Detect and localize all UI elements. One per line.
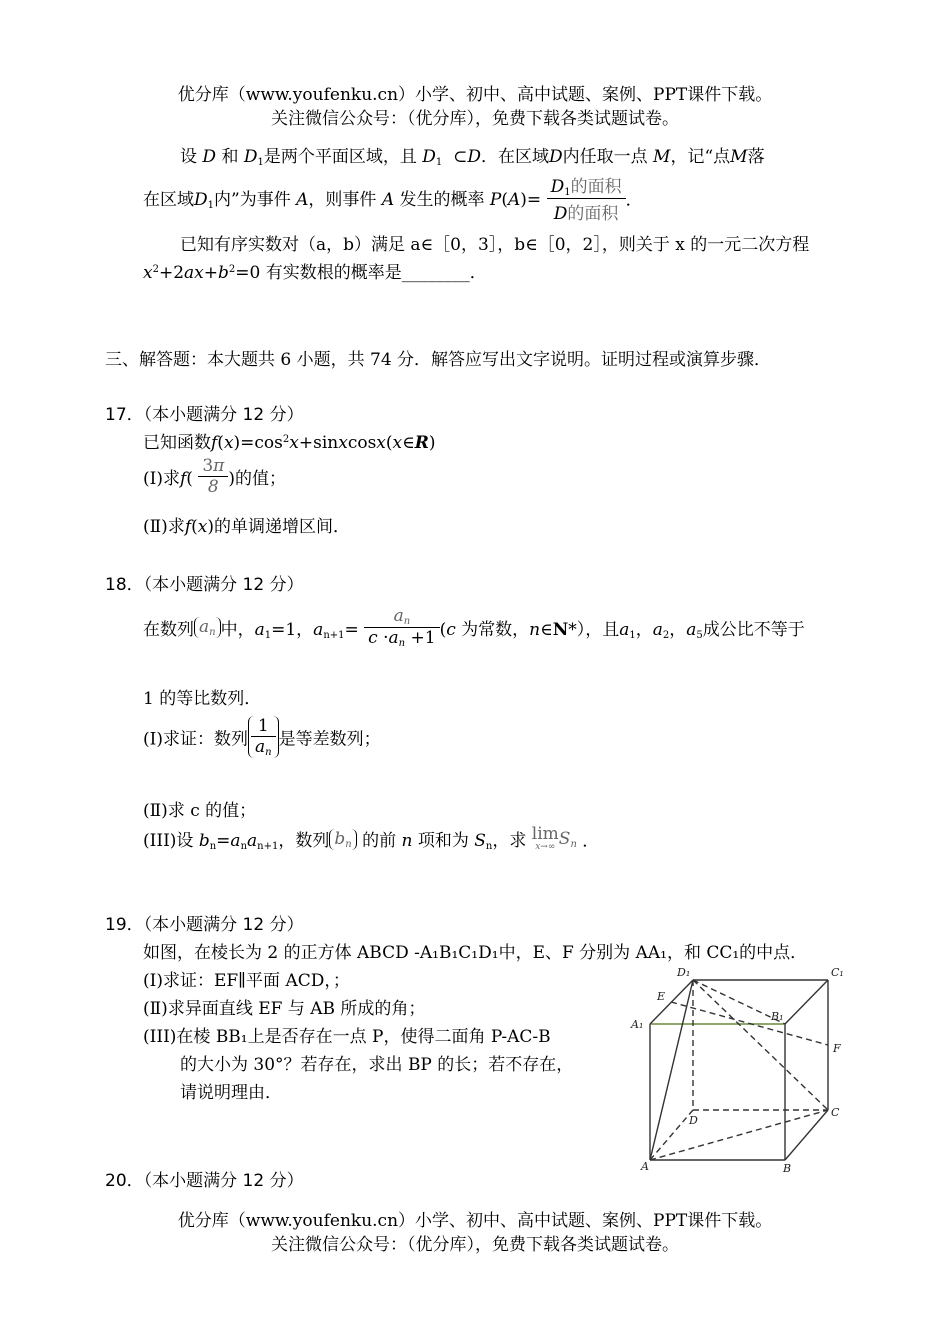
label-C: C bbox=[831, 1106, 840, 1119]
q19-heading: 19．（本小题满分 12 分） bbox=[105, 915, 304, 935]
q18-recurrence-fraction: $\frac{a_n}{c \cdot a_n +1}$ bbox=[364, 606, 439, 649]
q16-question-line-2: $x^2+2ax+b^2=0$ 有实数根的概率是________． bbox=[143, 263, 487, 283]
label-F: F bbox=[833, 1042, 841, 1055]
q19-part-3-line-2: 的大小为 30°？若存在，求出 BP 的长；若不存在， bbox=[180, 1055, 574, 1075]
q18-part-1: (I)求证：数列 $\frac{1}{a_n}$ 是等差数列； bbox=[143, 716, 381, 758]
q17-intro: 已知函数$f(x)=\cos^2x+sinxcosx(x\in R)$ bbox=[143, 433, 436, 453]
label-D1: D₁ bbox=[677, 966, 691, 979]
header-line-1: 优分库（www.youfenku.cn）小学、初中、高中试题、案例、PPT课件下载。 bbox=[177, 85, 773, 105]
q16-line-2: 在区域$D_1$内”为事件 A，则事件 A 发生的概率 P(A)= $\frac{D_1的面积}{\text{D的面积}}$ ． bbox=[143, 172, 643, 228]
edge-B1C1 bbox=[785, 980, 828, 1024]
q19-intro: 如图，在棱长为 2 的正方体 ABCD -A₁B₁C₁D₁中，E、F 分别为 AA₁，和 CC₁的中点． bbox=[143, 943, 808, 963]
cube-figure bbox=[625, 960, 855, 1175]
edge-BC bbox=[785, 1110, 828, 1160]
q18-line-2: 1 的等比数列． bbox=[143, 689, 262, 709]
q20-heading: 20．（本小题满分 12 分） bbox=[105, 1171, 304, 1191]
q19-part-3-line-3: 请说明理由． bbox=[180, 1083, 282, 1103]
q16-line-1: 设 D 和 $D_1$是两个平面区域，且 $D_1$ ⊂D．在区域D内任取一点 M，记“点M落 bbox=[180, 147, 765, 168]
header-line-2: 关注微信公众号：（优分库），免费下载各类试题试卷。 bbox=[271, 109, 679, 129]
q17-part-2: (Ⅱ)求f(x)的单调递增区间． bbox=[143, 517, 350, 537]
q18-part-2: (Ⅱ)求 c 的值； bbox=[143, 801, 257, 821]
q17-heading: 17．（本小题满分 12 分） bbox=[105, 405, 304, 425]
label-A: A bbox=[641, 1160, 649, 1173]
q17-part-1: (I)求f( $\frac{3\pi}{8}$ )的值； bbox=[143, 456, 286, 497]
footer-line-2: 关注微信公众号：（优分库），免费下载各类试题试卷。 bbox=[271, 1235, 679, 1255]
label-C1: C₁ bbox=[831, 966, 844, 979]
q16-question-line-1: 已知有序实数对（a，b）满足 a∈［0，3］，b∈［0，2］，则关于 x 的一元二次方程 bbox=[180, 235, 810, 255]
q18-part-3: (III)设 $b_n=a_na_{n+1}$，数列 $b_n$ 的前 n 项和为 $S_n$，求 lim x→∞ $S_n$ ． bbox=[143, 824, 600, 852]
label-A1: A₁ bbox=[631, 1018, 644, 1031]
q18-line-1: 在数列 $a_n$ 中，$a_1=1$，$a_{n+1}=$ $\frac{a_n}{c \cdot a_n +1}$ (c 为常数，n∈N*），且$a_1$，$a_2$，$a_5$成公比不等于 bbox=[143, 606, 805, 649]
q16-probability-fraction: $\frac{D_1的面积}{\text{D的面积}}$ bbox=[547, 172, 626, 224]
line-D1C bbox=[693, 980, 828, 1110]
line-AC bbox=[650, 1110, 828, 1160]
footer-line-1: 优分库（www.youfenku.cn）小学、初中、高中试题、案例、PPT课件下载。 bbox=[177, 1211, 773, 1231]
q19-part-1: (I)求证：EF∥平面 ACD，； bbox=[143, 971, 350, 991]
label-B1: B₁ bbox=[771, 1010, 784, 1023]
label-B: B bbox=[783, 1162, 792, 1175]
q18-heading: 18．（本小题满分 12 分） bbox=[105, 575, 304, 595]
label-E: E bbox=[657, 990, 666, 1003]
q19-part-3-line-1: (III)在棱 BB₁上是否存在一点 P，使得二面角 P-AC-B bbox=[143, 1027, 551, 1047]
section-3-heading: 三、解答题：本大题共 6 小题，共 74 分．解答应写出文字说明。证明过程或演算步骤． bbox=[105, 350, 772, 370]
label-D: D bbox=[689, 1114, 698, 1127]
q19-part-2: (Ⅱ)求异面直线 EF 与 AB 所成的角； bbox=[143, 999, 426, 1019]
line-AD1 bbox=[650, 980, 693, 1160]
